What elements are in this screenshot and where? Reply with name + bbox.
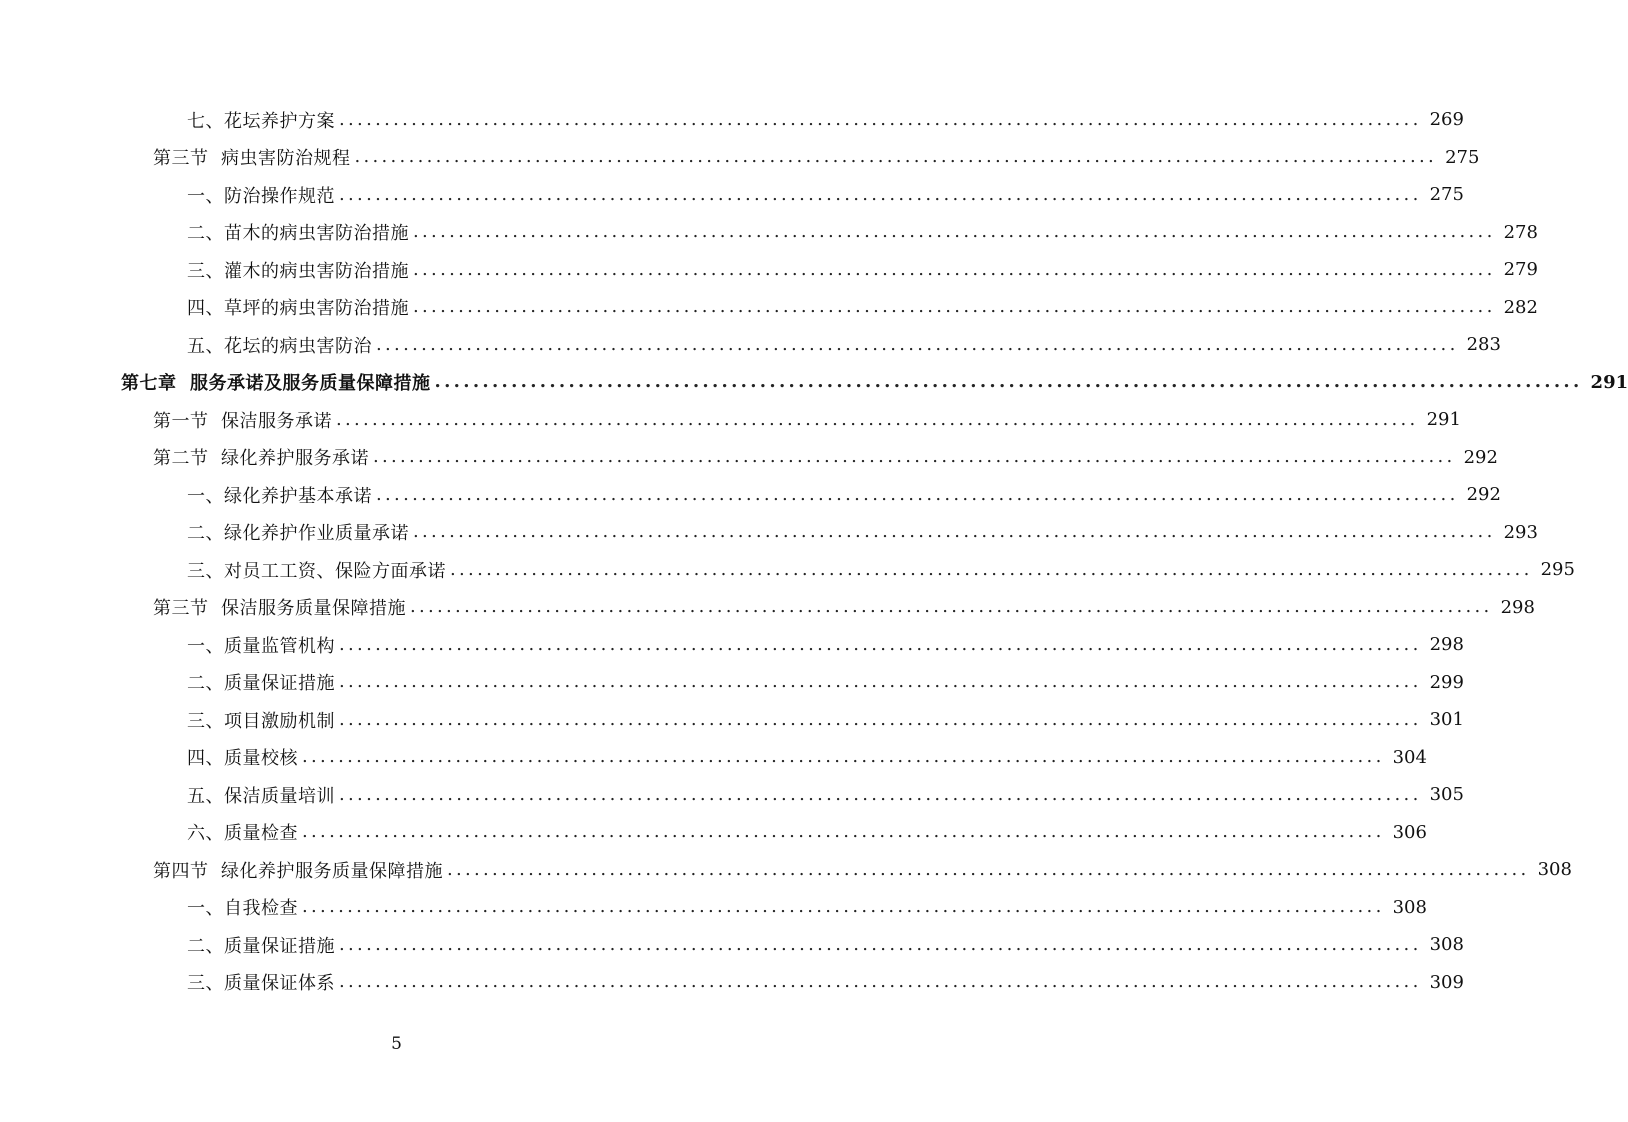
toc-leader-dots: ........................................................................................................................ [446,858,1530,880]
toc-entry-title: 一、绿化养护基本承诺 [187,482,376,508]
toc-leader-dots: ........................................................................................................................ [409,596,1493,618]
toc-entry-page: 269 [1422,109,1464,130]
toc-leader-dots: ........................................................................................................................ [339,708,1422,730]
toc-entry[interactable] [0,214,1538,252]
toc-entry[interactable] [0,176,1464,214]
toc-leader-dots: ........................................................................................................................ [302,746,1385,768]
toc-leader-dots: ........................................................................................................................ [376,483,1459,505]
toc-entry[interactable] [0,289,1538,327]
toc-entry-title: 第二节 绿化养护服务承诺 [153,444,373,470]
toc-entry-title: 第三节 保洁服务质量保障措施 [153,594,410,620]
toc-entry-title: 六、质量检查 [187,819,302,845]
toc-entry-title: 第四节 绿化养护服务质量保障措施 [153,857,447,883]
toc-leader-dots: ........................................................................................................................ [413,521,1496,543]
toc-leader-dots: ........................................................................................................................ [339,183,1422,205]
toc-entry[interactable] [0,551,1575,589]
toc-entry[interactable] [0,251,1538,289]
toc-entry[interactable] [0,439,1498,477]
toc-entry[interactable] [0,589,1535,627]
toc-entry[interactable] [0,401,1461,439]
toc-entry-page: 309 [1422,972,1464,993]
toc-entry-title: 一、防治操作规范 [187,182,339,208]
toc-entry-title: 四、草坪的病虫害防治措施 [187,294,413,320]
toc-entry[interactable] [0,814,1427,852]
toc-entry[interactable] [0,889,1427,927]
toc-entry-page: 292 [1456,447,1498,468]
toc-entry-title: 三、质量保证体系 [187,969,339,995]
toc-entry[interactable] [0,926,1464,964]
toc-entry-title: 二、绿化养护作业质量承诺 [187,519,413,545]
toc-leader-dots: ........................................................................................................................ [335,408,1419,430]
toc-entry[interactable] [0,626,1464,664]
toc-entry-page: 291 [1419,409,1461,430]
toc-leader-dots: ........................................................................................................................ [302,896,1385,918]
toc-entry-page: 301 [1422,709,1464,730]
toc-entry-page: 308 [1530,859,1572,880]
toc-entry[interactable] [0,739,1427,777]
toc-leader-dots: ........................................................................................................................ [339,108,1422,130]
toc-entry-title: 第七章 服务承诺及服务质量保障措施 [121,369,435,395]
table-of-contents [0,101,1628,1001]
toc-entry-title: 七、花坛养护方案 [187,107,339,133]
toc-leader-dots: ........................................................................................................................ [372,446,1456,468]
toc-leader-dots: ........................................................................................................................ [376,333,1459,355]
toc-leader-dots: ........................................................................................................................ [339,783,1422,805]
toc-entry-title: 第三节 病虫害防治规程 [153,144,354,170]
toc-entry-title: 第一节 保洁服务承诺 [153,407,336,433]
toc-leader-dots: ........................................................................................................................ [434,371,1583,393]
toc-entry-page: 299 [1422,672,1464,693]
toc-leader-dots: ........................................................................................................................ [339,971,1422,993]
toc-entry-title: 三、对员工工资、保险方面承诺 [187,557,450,583]
toc-entry[interactable] [0,664,1464,702]
toc-entry-page: 298 [1422,634,1464,655]
toc-entry[interactable] [0,514,1538,552]
toc-entry[interactable] [0,101,1464,139]
toc-entry-page: 279 [1496,259,1538,280]
toc-entry-page: 308 [1422,934,1464,955]
toc-entry-page: 295 [1533,559,1575,580]
toc-entry-title: 一、质量监管机构 [187,632,339,658]
toc-entry-title: 三、项目激励机制 [187,707,339,733]
toc-entry-page: 298 [1493,597,1535,618]
toc-entry-title: 二、苗木的病虫害防治措施 [187,219,413,245]
toc-entry-chapter[interactable] [0,364,1628,402]
toc-entry[interactable] [0,964,1464,1002]
toc-entry-title: 二、质量保证措施 [187,932,339,958]
toc-entry-page: 304 [1385,747,1427,768]
toc-entry-page: 282 [1496,297,1538,318]
toc-leader-dots: ........................................................................................................................ [302,821,1385,843]
toc-leader-dots: ........................................................................................................................ [450,558,1533,580]
toc-entry-page: 283 [1459,334,1501,355]
toc-entry-title: 二、质量保证措施 [187,669,339,695]
toc-leader-dots: ........................................................................................................................ [413,296,1496,318]
toc-entry-title: 五、花坛的病虫害防治 [187,332,376,358]
page-number: 5 [391,1034,402,1054]
toc-entry-page: 305 [1422,784,1464,805]
toc-leader-dots: ........................................................................................................................ [339,933,1422,955]
toc-entry[interactable] [0,701,1464,739]
toc-leader-dots: ........................................................................................................................ [339,671,1422,693]
toc-entry[interactable] [0,476,1501,514]
toc-entry-page: 275 [1422,184,1464,205]
toc-entry[interactable] [0,776,1464,814]
toc-entry-page: 292 [1459,484,1501,505]
toc-leader-dots: ........................................................................................................................ [413,258,1496,280]
toc-leader-dots: ........................................................................................................................ [339,633,1422,655]
toc-leader-dots: ........................................................................................................................ [354,146,1438,168]
toc-leader-dots: ........................................................................................................................ [413,221,1496,243]
toc-entry-title: 三、灌木的病虫害防治措施 [187,257,413,283]
toc-entry-page: 293 [1496,522,1538,543]
toc-entry-title: 一、自我检查 [187,894,302,920]
toc-entry-page: 306 [1385,822,1427,843]
toc-entry-page: 278 [1496,222,1538,243]
toc-entry[interactable] [0,326,1501,364]
toc-entry-title: 五、保洁质量培训 [187,782,339,808]
toc-entry-page: 275 [1437,147,1479,168]
toc-entry-page: 291 [1583,372,1625,393]
toc-entry-page: 308 [1385,897,1427,918]
toc-entry[interactable] [0,851,1572,889]
toc-entry-title: 四、质量校核 [187,744,302,770]
toc-entry[interactable] [0,139,1480,177]
